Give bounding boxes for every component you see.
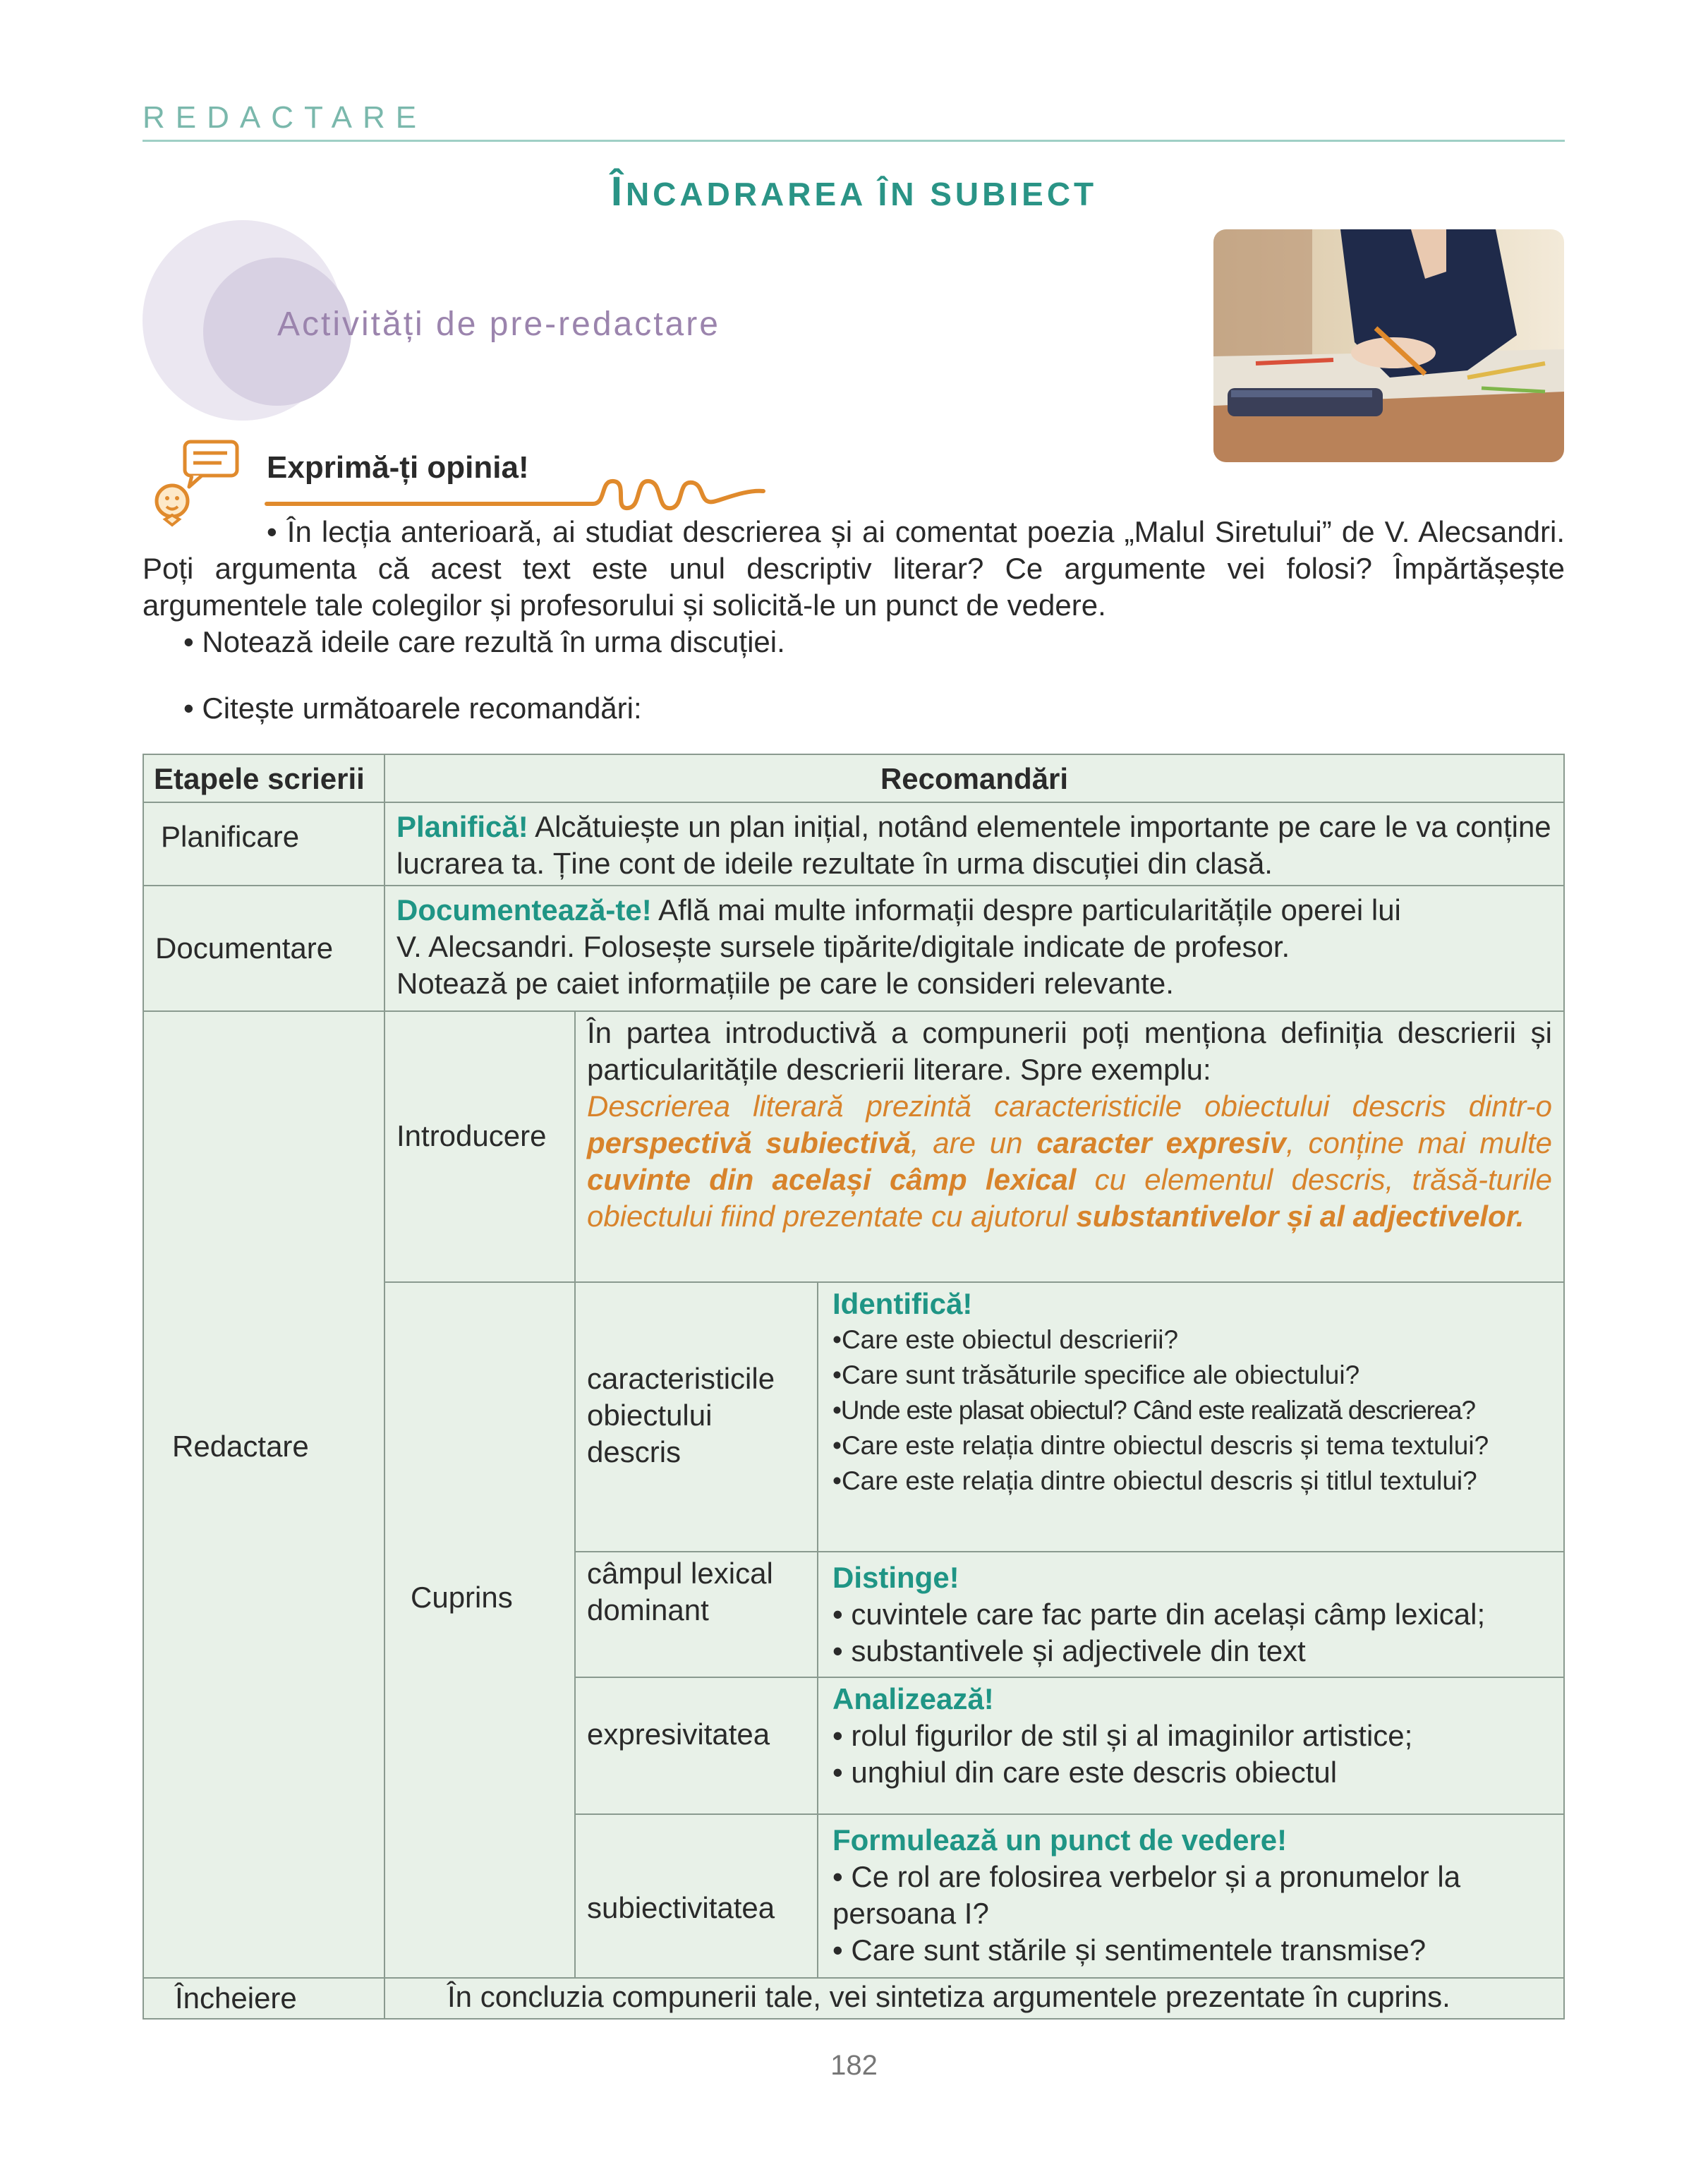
distinge-content <box>817 1551 1565 1678</box>
stage-documentare: Documentare <box>143 885 385 1012</box>
stage-planificare: Planificare <box>143 802 385 886</box>
intro-bullet-note: • Notează ideile care rezultă în urma discuției. <box>183 625 785 658</box>
identifica-content <box>817 1281 1565 1552</box>
documentare-text-1: Află mai multe informații despre particularitățile operei lui <box>651 893 1401 926</box>
list-item: • rolul figurilor de stil și al imaginilor artistice; <box>832 1719 1413 1752</box>
list-item: • Care sunt stările și sentimentele transmise? <box>832 1933 1427 1967</box>
stage-incheiere: Încheiere <box>143 1977 385 2020</box>
aspect-subiectivitate: subiectivitatea <box>574 1813 818 1979</box>
recommendation-planificare <box>384 802 1565 886</box>
page-title <box>0 168 1708 215</box>
question-item: •Care este relația dintre obiectul descris și tema textului? <box>832 1431 1489 1460</box>
list-item: • unghiul din care este descris obiectul <box>832 1756 1338 1789</box>
formuleaza-lead: Formulează un punct de vedere! <box>832 1823 1288 1857</box>
planificare-lead: Planifică! <box>396 810 528 843</box>
intro-bullet-read: • Citește următoarele recomandări: <box>183 692 642 725</box>
example-part: cu elementul descris, trăsă-turile obiectului fiind prezentate cu ajutorul <box>587 1163 1552 1233</box>
identifica-lead: Identifică! <box>832 1287 973 1320</box>
subsection-title: Activități de pre-redactare <box>277 306 720 343</box>
documentare-lead: Documentează-te! <box>396 893 652 926</box>
stage-redactare: Redactare <box>143 1010 385 1979</box>
formuleaza-content <box>817 1813 1565 1979</box>
incheiere-text: În concluzia compunerii tale, vei sintetiza argumentele prezentate în cuprins. <box>384 1977 1565 2020</box>
section-divider <box>143 140 1565 142</box>
opinion-heading: Exprimă-ți opinia! <box>267 450 529 485</box>
intro-paragraph: • În lecția anterioară, ai studiat descrierea și ai comentat poezia „Malul Siretului” de V. Alecsandri. Poți argumenta că acest text este unul descriptiv literar? Ce argumente vei folosi? Împărtășește argumentele tale colegilor și profesorului și solicită-le un punct de vedere. <box>143 515 1565 622</box>
page-number: 182 <box>830 2050 878 2081</box>
question-item: •Care sunt trăsăturile specifice ale obiectului? <box>832 1360 1360 1389</box>
page-title-rest: NCADRAREA ÎN SUBIECT <box>625 176 1098 212</box>
student-writing-photo <box>1213 229 1564 462</box>
section-label: REDACTARE <box>143 100 428 135</box>
list-item: • substantivele și adjectivele din text <box>832 1634 1306 1667</box>
analizeaza-content <box>817 1677 1565 1815</box>
example-bold: perspectivă subiectivă <box>587 1126 911 1159</box>
documentare-line-1 <box>396 892 1552 929</box>
aspect-camp-lexical: câmpul lexical dominant <box>574 1551 818 1678</box>
aspect-expresivitate: expresivitatea <box>574 1677 818 1815</box>
analizeaza-lead: Analizează! <box>832 1682 994 1715</box>
question-item: •Care este obiectul descrierii? <box>832 1325 1179 1354</box>
recommendations-table <box>143 754 1565 2020</box>
introducere-content <box>574 1010 1565 1283</box>
introducere-text: În partea introductivă a compunerii poți menționa definiția descrierii și particularitățile descrierii literare. Spre exemplu: <box>587 1016 1552 1086</box>
aspect-caracteristici: caracteristicile obiectului descris <box>574 1281 818 1552</box>
recommendation-documentare <box>384 885 1565 1012</box>
example-part: , are un <box>910 1126 1037 1159</box>
introducere-label: Introducere <box>384 1010 576 1283</box>
documentare-line-2: V. Alecsandri. Folosește sursele tipărite/digitale indicate de profesor. <box>396 930 1290 963</box>
question-item: •Unde este plasat obiectul? Când este realizată descrierea? <box>832 1396 1475 1425</box>
example-part: , conține mai multe <box>1286 1126 1552 1159</box>
page-title-initial: Î <box>610 169 626 215</box>
table-header-stages: Etapele scrierii <box>143 754 385 803</box>
example-part: Descrierea literară prezintă caracteristicile obiectului descris dintr-o <box>587 1089 1552 1123</box>
planificare-text: Alcătuiește un plan inițial, notând elementele importante pe care le va conține lucrarea ta. Ține cont de ideile rezultate în urma discuției din clasă. <box>396 810 1551 880</box>
example-bold: cuvinte din același câmp lexical <box>587 1163 1077 1196</box>
list-item: • cuvintele care fac parte din același câmp lexical; <box>832 1598 1486 1631</box>
list-item: • Ce rol are folosirea verbelor și a pronumelor la persoana I? <box>832 1860 1461 1930</box>
introducere-example <box>587 1088 1552 1235</box>
documentare-line-3: Notează pe caiet informațiile pe care le consideri relevante. <box>396 967 1174 1000</box>
example-bold: substantivelor și al adjectivelor. <box>1076 1200 1525 1233</box>
example-bold: caracter expresiv <box>1036 1126 1287 1159</box>
distinge-lead: Distinge! <box>832 1561 959 1594</box>
table-header-recommendations: Recomandări <box>384 754 1565 803</box>
question-item: •Care este relația dintre obiectul descris și titlul textului? <box>832 1466 1477 1495</box>
intro-text <box>143 514 1565 660</box>
cuprins-label: Cuprins <box>384 1281 576 1979</box>
